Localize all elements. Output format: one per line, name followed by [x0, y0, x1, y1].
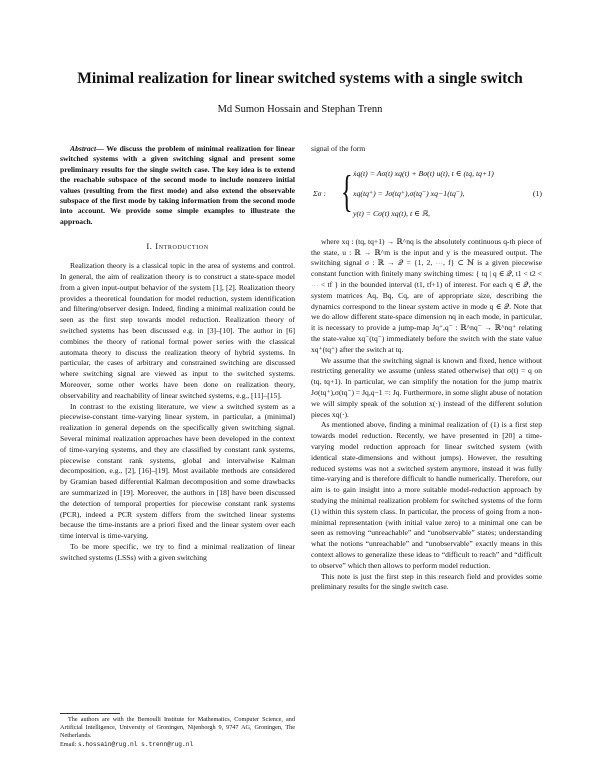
right-paragraph-3: As mentioned above, finding a minimal realization of (1) is a first step towards model reduction. Recently, we have presented in [20] a time-varying model reduction approach for linear switched system (with identical state-dimensions and without jumps). However, the resulting reduced systems was not a switched system anymore, instead it was fully time-varying and is therefore difficult to handle numerically. Therefore, our aim is to gain insight into a more suitable model-reduction approach by studying the minimal realization problem for switched systems of the form (1) within this system class. In particular, the process of going from a non-minimal representation (with initial value zero) to a minimal one can be seen as removing “unreachable” and “unobservable” states; understanding what the notions “unreachable” and “unobservable” exactly means in this context allows to generalize these ideas to “difficult to reach” and “difficult to observe” which then allows to perform model reduction.	[311, 420, 542, 570]
equation-brace: {	[341, 166, 353, 216]
footnote-rule	[60, 713, 120, 714]
section-heading-introduction: I. Introduction	[146, 241, 209, 252]
equation-number: (1)	[532, 188, 542, 198]
footnote-email-label: Email:	[60, 740, 77, 748]
left-column	[60, 144, 295, 564]
right-column	[311, 144, 542, 593]
paper-authors: Md Sumon Hossain and Stephan Trenn	[217, 104, 383, 115]
footnote	[60, 716, 295, 749]
right-paragraph-2: We assume that the switching signal is known and fixed, hence without restricting generality we assume (unless stated otherwise) that σ(t) = q on (tq, tq+1). In particular, we can simplify the notation for the jump matrix Jσ(tq⁺),σ(tq⁻) = Jq,q−1 =: Jq. Furthermore, in some slight abuse of notation we will simply speak of the solution x(·) instead of the different solution pieces xq(·).	[311, 355, 542, 419]
equation-line-1: ẋq(t) = Aσ(t) xq(t) + Bσ(t) u(t), t ∈ (tq, tq+1)	[353, 168, 494, 178]
footnote-affiliation: The authors are with the Bernoulli Institute for Mathematics, Computer Science, and Artificial Intelligence, University of Groningen, Nijenborgh 9, 9747 AG, Groningen, The Netherlands.	[60, 716, 295, 740]
intro-paragraph-2: In contrast to the existing literature, we view a switched system as a piecewise-constant time-varying linear system, in particular, a (minimal) realization in general depends on the specifically given switching signal. Several minimal realization approaches have been developed in the context of time-varying systems, and they are classified by constant rank systems, piecewise constant rank systems, global and intervalwise Kalman decomposition, e.g., [2], [16]–[19]. Most available methods are considered by Gramian based differential Kalman decomposition and some drawbacks are summarized in [19]. Moreover, the authors in [18] have been discussed the detection of temporal properties for piecewise constant rank systems (PCR), indeed a PCR system differs from the switched linear systems because the time-instants are a priori fixed and the linear system over each time interval is time-varying.	[60, 401, 295, 541]
abstract	[60, 144, 295, 227]
equation-line-3: y(t) = Cσ(t) xq(t), t ∈ ℝ,	[353, 208, 430, 218]
right-paragraph-1: where xq : (tq, tq+1) → ℝ^nq is the absolutely continuous q-th piece of the state, u : ℝ → ℝ^m is the input and y is the measured output. The switching signal σ : ℝ → 𝒬 = {1, 2, ⋯, f} ⊂ ℕ is a given piecewise constant function with finitely many switching times: { tq | q ∈ 𝒬, t1 < t2 < ⋯ < tf } in the bounded interval (t1, tf+1) of interest. For each q ∈ 𝒬, the system matrices Aq, Bq, Cq, are of appropriate size, describing the dynamics correspond to the linear system active in mode q ∈ 𝒬. Note that we do allow different state-space dimension nq in each mode, in particular, it is necessary to provide a jump-map Jq⁺,q⁻ : ℝ^nq⁻ → ℝ^nq⁺ relating the state-value xq⁻(tq⁻) immediately before the switch with the state value xq⁺(tq⁺) after the switch at tq.	[311, 236, 542, 354]
footnote-email: s.hossain@rug.nl s.trenn@rug.nl	[78, 740, 194, 748]
paper-title: Minimal realization for linear switched systems with a single switch	[77, 70, 523, 87]
abstract-text: — We discuss the problem of minimal realization for linear switched systems with a given switching signal and present some preliminary results for the single switch case. The key idea is to extend the reachable subspace of the second mode to include nonzero initial values (resulting from the first mode) and also extend the observable subspace of the first mode by taking information from the second mode into account. We provide some simple examples to illustrate the approach.	[60, 144, 295, 226]
equation-line-2: xq(tq⁺) = Jσ(tq⁺),σ(tq⁻) xq−1(tq⁻),	[353, 188, 465, 198]
intro-paragraph-3: To be more specific, we try to find a minimal realization of linear switched systems (LSSs) with a given switching	[60, 541, 295, 562]
intro-paragraph-1: Realization theory is a classical topic in the area of systems and control. In general, the aim of realization theory is to construct a state-space model from a given input-output behavior of the system [1], [2]. Realization theory provides a theoretical foundation for model reduction, system identification and filtering/observer design. Indeed, finding a minimal realization could be seen as the first step towards model reduction. Realization theory of switched systems has been discussed e.g. in [3]–[10]. The author in [6] combines the theory of rational formal power series with the classical automata theory to discuss the realization theory of hybrid systems. In particular, the cases of arbitrary and constrained switching are discussed where switching signal are viewed as input to the switched systems. Moreover, some other works have been done on realization theory, observability and reachability of linear switched systems, e.g., [11]–[15].	[60, 261, 295, 400]
equation-lhs: Σσ :	[313, 188, 327, 198]
equation-intro: signal of the form	[311, 144, 366, 153]
right-paragraph-4: This note is just the first step in this research field and provides some preliminary results for the single switch case.	[311, 571, 542, 592]
equation-1	[311, 163, 542, 227]
abstract-lead: Abstract	[70, 144, 97, 153]
